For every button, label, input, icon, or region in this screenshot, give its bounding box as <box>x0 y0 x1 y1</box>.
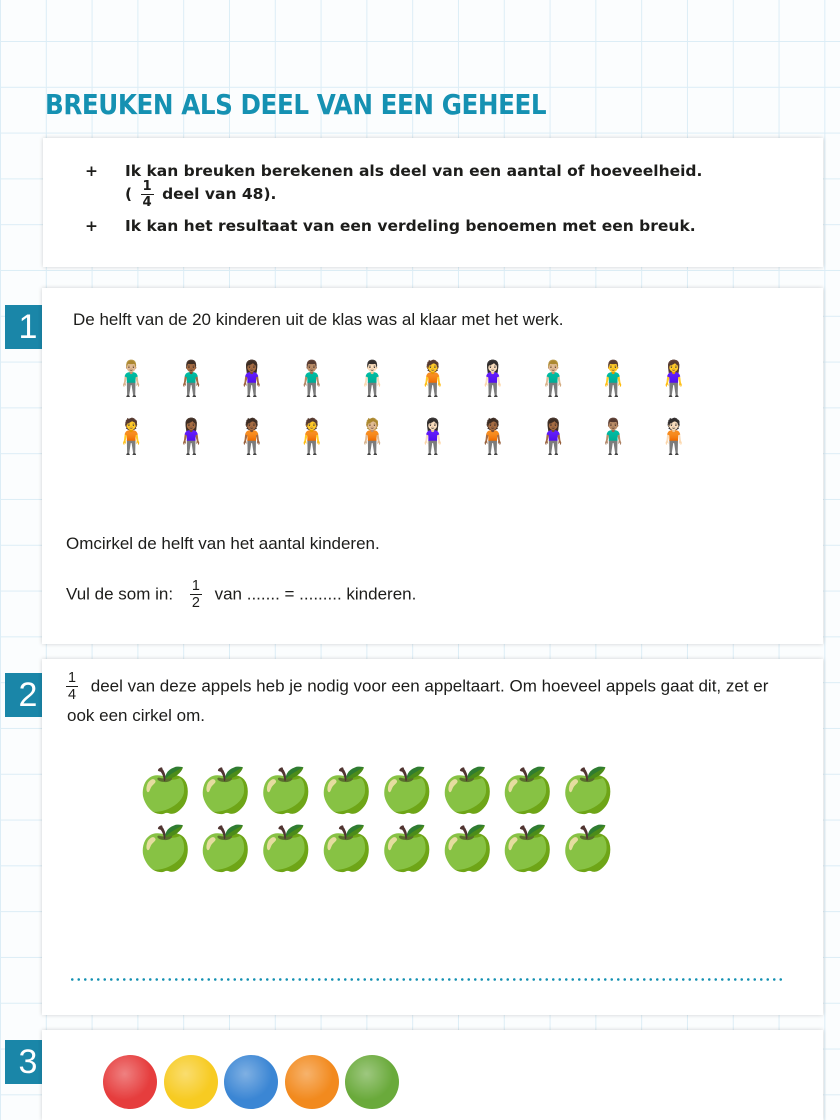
fraction-one-quarter: $\frac{1}{4}$ <box>142 179 152 211</box>
child-figure[interactable]: 🧍‍♀️ <box>652 359 696 399</box>
child-figure[interactable]: 🧍 <box>290 417 334 457</box>
child-figure[interactable]: 🧍🏻‍♀️ <box>471 359 515 399</box>
child-figure[interactable]: 🧍🏻‍♀️ <box>411 417 454 457</box>
child-figure[interactable]: 🧍🏼‍♂️ <box>532 359 575 399</box>
colored-ball <box>103 1055 157 1109</box>
goal-text: Ik kan het resultaat van een verdeling benoemen met een breuk. <box>125 217 696 235</box>
sum-label: Vul de som in: <box>66 584 174 604</box>
apple-icon[interactable]: 🍏 <box>319 823 374 874</box>
apple-icon[interactable]: 🍏 <box>500 765 556 816</box>
exercise-1-card <box>42 288 823 644</box>
exercise-1-instruction: Omcirkel de helft van het aantal kinderen. <box>66 534 380 553</box>
exercise-number-badge: 3 <box>5 1040 51 1084</box>
exercise-number-badge: 2 <box>5 673 51 717</box>
colored-ball <box>164 1055 218 1109</box>
child-figure[interactable]: 🧍‍♂️ <box>592 359 635 399</box>
child-figure[interactable]: 🧍🏾‍♀️ <box>532 417 575 457</box>
apple-icon[interactable]: 🍏 <box>560 823 616 874</box>
child-figure[interactable]: 🧍 <box>411 359 454 399</box>
exercise-3-card <box>42 1030 823 1120</box>
exercise-1-sum <box>66 579 416 611</box>
apple-icon[interactable]: 🍏 <box>198 765 254 816</box>
exercise-number-badge: 1 <box>5 305 51 349</box>
learning-goals-box <box>43 138 823 267</box>
page-title: BREUKEN ALS DEEL VAN EEN GEHEEL <box>45 88 547 121</box>
exercise-2-text-line-1: $\frac{1}{4}$ deel van deze appels heb je nodig voor een appeltaart. Om hoeveel appels gaat dit, zet er <box>68 670 769 704</box>
goal-text: Ik kan breuken berekenen als deel van een aantal of hoeveelheid. <box>125 162 703 180</box>
apple-icon[interactable]: 🍏 <box>138 823 193 874</box>
apple-icon[interactable]: 🍏 <box>379 765 435 816</box>
plus-icon: + <box>85 162 98 180</box>
child-figure[interactable]: 🧍🏾 <box>230 417 273 457</box>
apple-icon[interactable]: 🍏 <box>500 823 556 874</box>
exercise-2-text-line-2: ook een cirkel om. <box>67 706 205 725</box>
child-figure[interactable]: 🧍🏾‍♀️ <box>230 359 273 399</box>
exercise-2-card <box>42 659 823 1015</box>
apple-icon[interactable]: 🍏 <box>379 823 435 874</box>
apple-icon[interactable]: 🍏 <box>560 765 616 816</box>
child-figure[interactable]: 🧍🏽‍♂️ <box>290 359 334 399</box>
apple-icon[interactable]: 🍏 <box>440 765 495 816</box>
example-open-paren: ( <box>125 185 133 204</box>
colored-ball <box>224 1055 278 1109</box>
apple-icon[interactable]: 🍏 <box>258 823 314 874</box>
child-figure[interactable]: 🧍🏼 <box>351 417 394 457</box>
child-figure[interactable]: 🧍🏾‍♂️ <box>170 359 213 399</box>
child-figure[interactable]: 🧍🏽‍♂️ <box>592 417 635 457</box>
example-text: deel van 48). <box>162 185 277 204</box>
fraction-one-half: $\frac{1}{2}$ <box>191 578 200 612</box>
apple-icon[interactable]: 🍏 <box>198 823 254 874</box>
child-figure[interactable]: 🧍🏾‍♀️ <box>170 417 213 457</box>
apple-icon[interactable]: 🍏 <box>258 765 314 816</box>
fraction-one-quarter: $\frac{1}{4}$ <box>68 670 77 704</box>
child-figure[interactable]: 🧍🏻 <box>652 417 696 457</box>
colored-ball <box>345 1055 399 1109</box>
answer-dotted-line[interactable] <box>69 978 785 981</box>
plus-icon: + <box>85 217 98 235</box>
apple-icon[interactable]: 🍏 <box>440 823 495 874</box>
colored-ball <box>285 1055 339 1109</box>
child-figure[interactable]: 🧍🏻‍♂️ <box>351 359 394 399</box>
child-figure[interactable]: 🧍🏾 <box>471 417 515 457</box>
apple-icon[interactable]: 🍏 <box>319 765 374 816</box>
apple-icon[interactable]: 🍏 <box>138 765 193 816</box>
child-figure[interactable]: 🧍🏼‍♂️ <box>110 359 153 399</box>
child-figure[interactable]: 🧍 <box>110 417 153 457</box>
exercise-1-intro: De helft van de 20 kinderen uit de klas was al klaar met het werk. <box>73 310 564 329</box>
sum-blanks[interactable]: van ....... = ......... kinderen. <box>214 584 417 604</box>
